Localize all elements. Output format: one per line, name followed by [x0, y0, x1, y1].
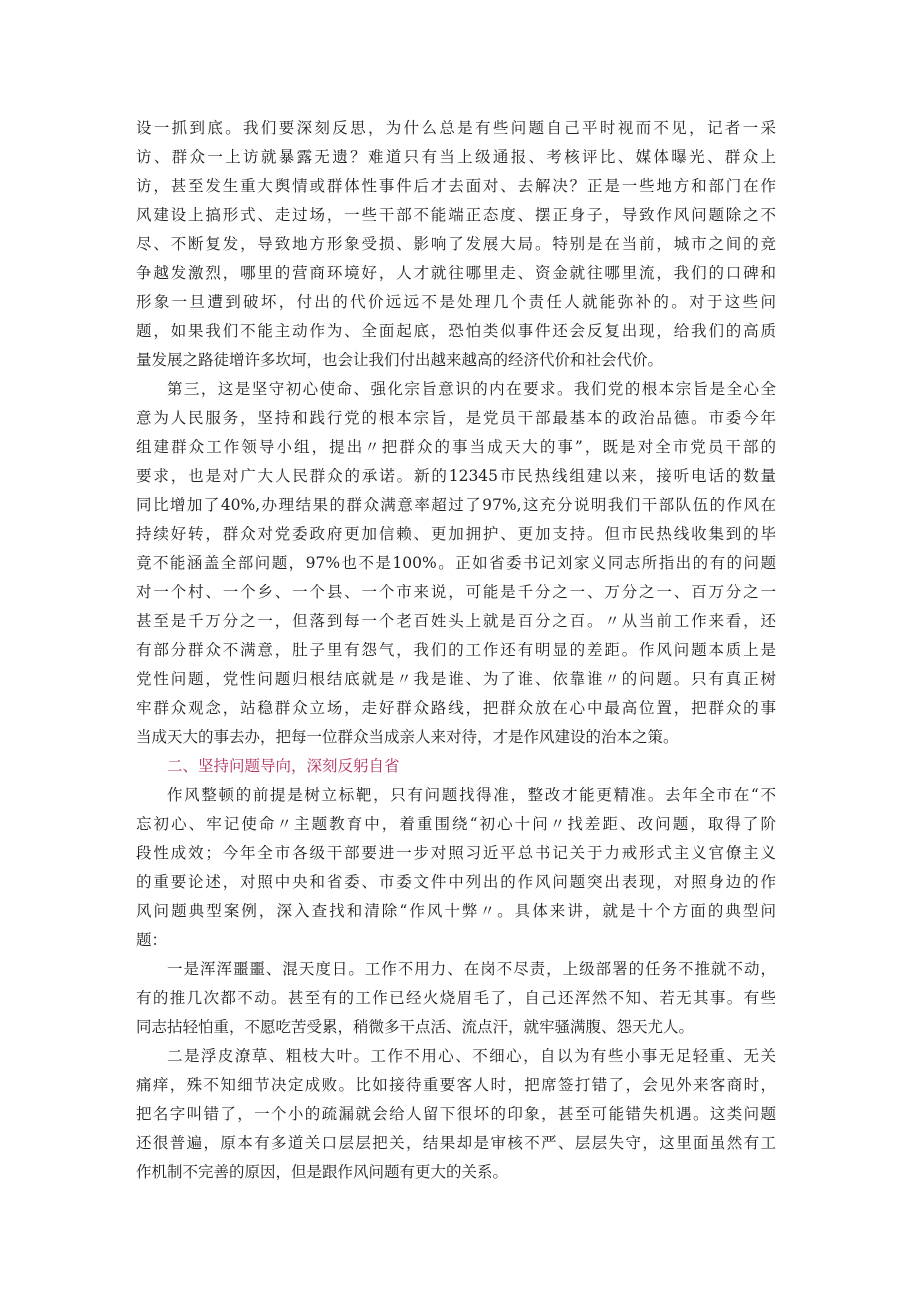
text-line: 风问题典型案例，深入查找和清除“作风十弊〃。具体来讲，就是十个方面的典型问	[136, 902, 776, 920]
text-line: 组建群众工作领导小组，提出〃把群众的事当成天大的事”，既是对全市党员干部的	[136, 438, 776, 456]
text-line: 甚至是千万分之一，但落到每一个老百姓头上就是百分之百。〃从当前工作来看，还	[136, 612, 776, 630]
text-line: 忘初心、牢记使命〃主题教育中，着重围绕“初心十问〃找差距、改问题，取得了阶	[136, 815, 776, 833]
text-line: 牢群众观念，站稳群众立场，走好群众路线，把群众放在心中最高位置，把群众的事	[136, 699, 776, 717]
text-line: 第三，这是坚守初心使命、强化宗旨意识的内在要求。我们党的根本宗旨是全心全	[167, 380, 776, 398]
text-line: 把名字叫错了，一个小的疏漏就会给人留下很坏的印象，甚至可能错失机遇。这类问题	[136, 1105, 776, 1123]
text-line: 风建设上搞形式、走过场，一些干部不能端正态度、摆正身子，导致作风问题除之不	[136, 206, 776, 224]
text-line: 对一个村、一个乡、一个县、一个市来说，可能是千分之一、万分之一、百万分之一	[136, 583, 776, 601]
text-line: 竟不能涵盖全部问题，97%也不是100%。正如省委书记刘家义同志所指出的有的问题	[136, 554, 776, 572]
text-line: 有部分群众不满意，肚子里有怨气，我们的工作还有明显的差距。作风问题本质上是	[136, 641, 776, 659]
text-line: 持续好转，群众对党委政府更加信赖、更加拥护、更加支持。但市民热线收集到的毕	[136, 525, 776, 543]
text-line: 痛痒，殊不知细节决定成败。比如接待重要客人时，把席签打错了，会见外来客商时，	[136, 1076, 776, 1094]
text-line: 量发展之路徒增许多坎坷，也会让我们付出越来越高的经济代价和社会代价。	[136, 351, 664, 369]
text-line: 题，如果我们不能主动作为、全面起底，恐怕类似事件还会反复出现，给我们的高质	[136, 322, 776, 340]
section-heading: 二、坚持问题导向，深刻反躬自省	[167, 757, 400, 775]
text-line: 争越发激烈，哪里的营商环境好，人才就往哪里走、资金就往哪里流，我们的口碑和	[136, 264, 776, 282]
text-line: 访，甚至发生重大舆情或群体性事件后才去面对、去解决？正是一些地方和部门在作	[136, 177, 776, 195]
text-line: 作机制不完善的原因，但是跟作风问题有更大的关系。	[136, 1163, 509, 1181]
text-line: 设一抓到底。我们要深刻反思，为什么总是有些问题自己平时视而不见，记者一采	[136, 119, 776, 137]
document-body	[136, 114, 776, 1187]
text-line: 二是浮皮潦草、粗枝大叶。工作不用心、不细心，自以为有些小事无足轻重、无关	[167, 1047, 776, 1065]
text-line: 当成天大的事去办，把每一位群众当成亲人来对待，才是作风建设的治本之策。	[136, 728, 679, 746]
text-line: 党性问题，党性问题归根结底就是〃我是谁、为了谁、依靠谁〃的问题。只有真正树	[136, 670, 776, 688]
text-line: 访、群众一上访就暴露无遗？难道只有当上级通报、考核评比、媒体曝光、群众上	[136, 148, 776, 166]
text-line: 一是浑浑噩噩、混天度日。工作不用力、在岗不尽责，上级部署的任务不推就不动，	[167, 960, 776, 978]
text-line: 同志拈轻怕重，不愿吃苦受累，稍微多干点活、流点汗，就牢骚满腹、怨天尤人。	[136, 1018, 695, 1036]
text-line: 还很普遍，原本有多道关口层层把关，结果却是审核不严、层层失守，这里面虽然有工	[136, 1134, 776, 1152]
text-line: 的重要论述，对照中央和省委、市委文件中列出的作风问题突出表现，对照身边的作	[136, 873, 776, 891]
text-line: 段性成效；今年全市各级干部要进一步对照习近平总书记关于力戒形式主义官僚主义	[136, 844, 776, 862]
text-line: 作风整顿的前提是树立标靶，只有问题找得准，整改才能更精准。去年全市在“不	[167, 786, 776, 804]
text-line: 要求，也是对广大人民群众的承诺。新的12345市民热线组建以来，接听电话的数量	[136, 467, 776, 485]
text-line: 尽、不断复发，导致地方形象受损、影响了发展大局。特别是在当前，城市之间的竞	[136, 235, 776, 253]
text-line: 有的推几次都不动。甚至有的工作已经火烧眉毛了，自己还浑然不知、若无其事。有些	[136, 989, 776, 1007]
text-line: 意为人民服务，坚持和践行党的根本宗旨，是党员干部最基本的政治品德。市委今年	[136, 409, 776, 427]
text-line: 题：	[136, 931, 168, 949]
text-line: 同比增加了40%,办理结果的群众满意率超过了97%,这充分说明我们干部队伍的作风在	[136, 496, 776, 514]
text-line: 形象一旦遭到破坏，付出的代价远远不是处理几个责任人就能弥补的。对于这些问	[136, 293, 776, 311]
